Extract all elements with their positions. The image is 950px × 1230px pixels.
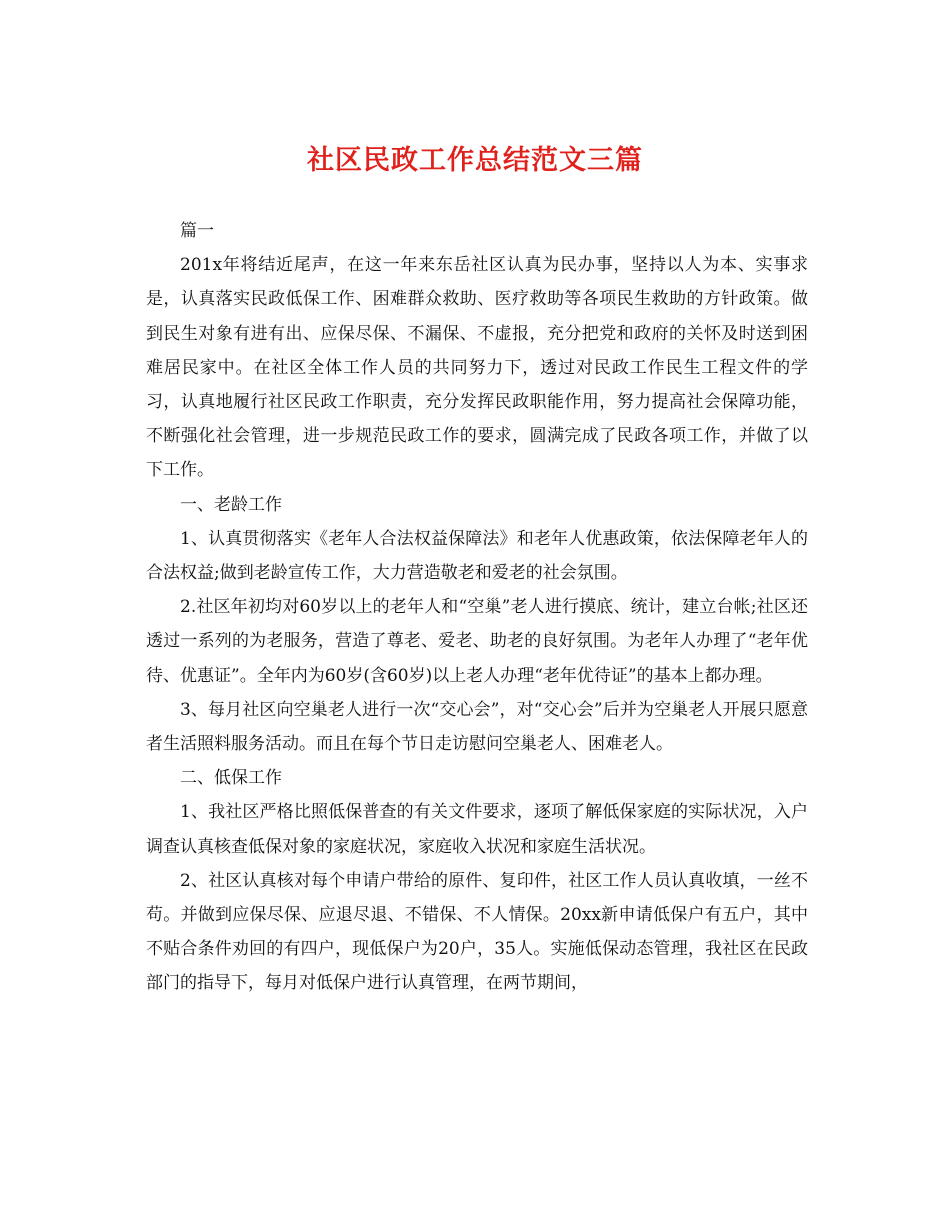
section-label-part-one: 篇一 <box>180 221 214 241</box>
elderly-item-3: 3、每月社区向空巢老人进行一次“交心会”，对“交心会”后并为空巢老人开展只愿意者生活照料服务活动。而且在每个节日走访慰问空巢老人、困难老人。 <box>146 699 808 755</box>
document-body <box>146 214 808 1001</box>
intro-paragraph: 201x年将结近尾声，在这一年来东岳社区认真为民办事，坚持以人为本、实事求是，认真落实民政低保工作、困难群众救助、医疗救助等各项民生救助的方针政策。做到民生对象有进有出、应保尽保、不漏保、不虚报，充分把党和政府的关怀及时送到困难居民家中。在社区全体工作人员的共同努力下，透过对民政工作民生工程文件的学习，认真地履行社区民政工作职责，充分发挥民政职能作用，努力提高社会保障功能，不断强化社会管理，进一步规范民政工作的要求，圆满完成了民政各项工作，并做了以下工作。 <box>146 255 808 481</box>
document-title: 社区民政工作总结范文三篇 <box>307 145 643 176</box>
section-heading-elderly-work: 一、老龄工作 <box>180 494 282 515</box>
section-heading-subsistence-allowance: 二、低保工作 <box>180 768 282 789</box>
allowance-item-2: 2、社区认真核对每个申请户带给的原件、复印件，社区工作人员认真收填，一丝不苟。并做到应保尽保、应退尽退、不错保、不人情保。20xx新申请低保户有五户，其中不贴合条件劝回的有四户，现低保户为20户，35人。实施低保动态管理，我社区在民政部门的指导下，每月对低保户进行认真管理，在两节期间， <box>146 870 808 994</box>
elderly-item-1: 1、认真贯彻落实《老年人合法权益保障法》和老年人优惠政策，依法保障老年人的合法权益;做到老龄宣传工作，大力营造敬老和爱老的社会氛围。 <box>146 528 808 584</box>
elderly-item-2: 2.社区年初均对60岁以上的老年人和“空巢”老人进行摸底、统计，建立台帐;社区还透过一系列的为老服务，营造了尊老、爱老、助老的良好氛围。为老年人办理了“老年优待、优惠证”。全年内为60岁(含60岁)以上老人办理“老年优待证”的基本上都办理。 <box>146 597 808 686</box>
allowance-item-1: 1、我社区严格比照低保普查的有关文件要求，逐项了解低保家庭的实际状况，入户调查认真核查低保对象的家庭状况，家庭收入状况和家庭生活状况。 <box>146 802 808 857</box>
